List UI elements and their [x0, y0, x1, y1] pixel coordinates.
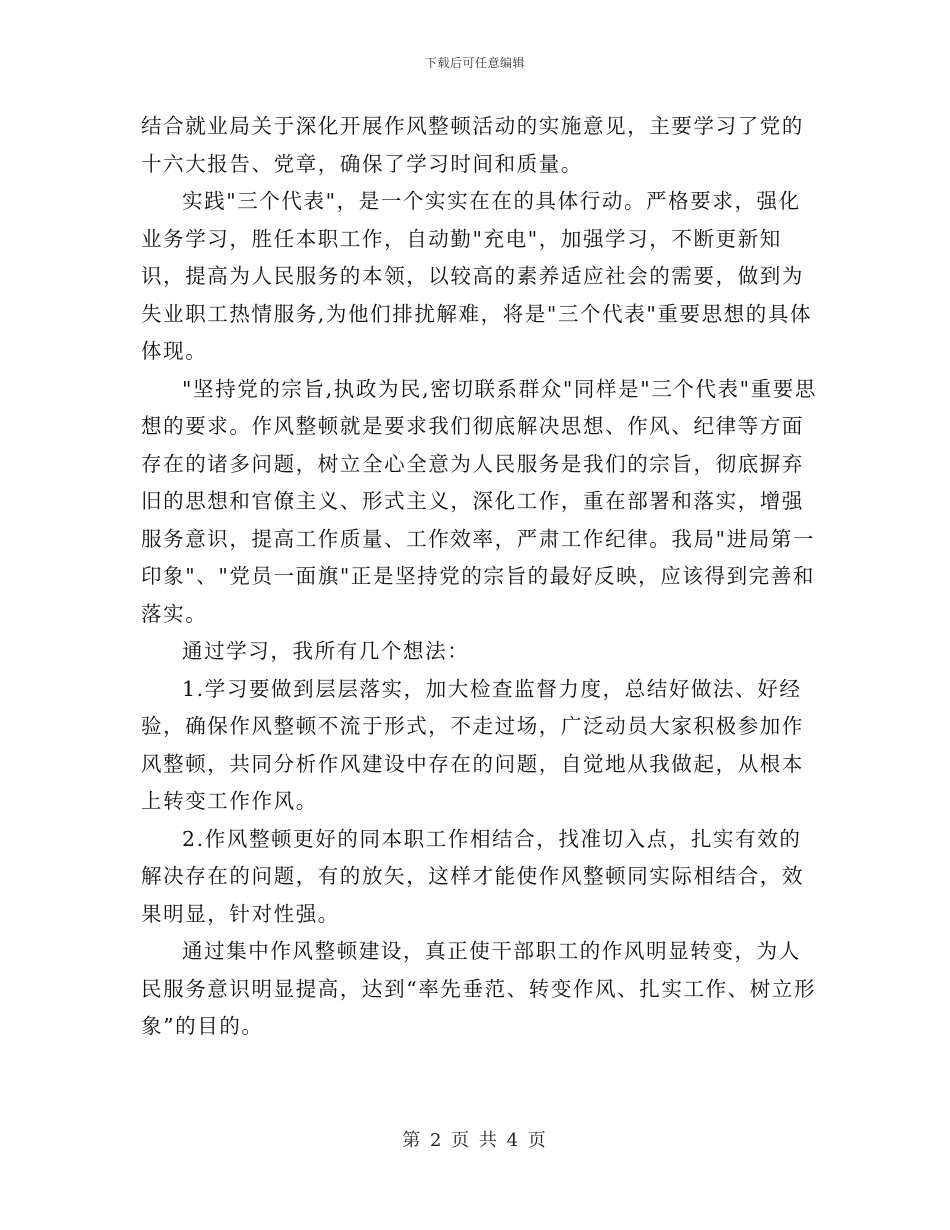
page-header: 下载后可任意编辑: [424, 56, 525, 70]
paragraph-1: 结合就业局关于深化开展作风整顿活动的实施意见，主要学习了党的十六大报告、党章，确保了学习时间和质量。: [141, 114, 804, 176]
document-body: [141, 108, 821, 1046]
paragraph-5: 1.学习要做到层层落实，加大检查监督力度，总结好做法、好经验，确保作风整顿不流于形式，不走过场，广泛动员大家积极参加作风整顿，共同分析作风建设中存在的问题，自觉地从我做起，从根本上转变工作作风。: [141, 676, 804, 813]
paragraph-3: "坚持党的宗旨,执政为民,密切联系群众"同样是"三个代表"重要思想的要求。作风整顿就是要求我们彻底解决思想、作风、纪律等方面存在的诸多问题，树立全心全意为人民服务是我们的宗旨，彻底摒弃旧的思想和官僚主义、形式主义，深化工作，重在部署和落实，增强服务意识，提高工作质量、工作效率，严肃工作纪律。我局"进局第一印象"、"党员一面旗"正是坚持党的宗旨的最好反映，应该得到完善和落实。: [141, 376, 817, 626]
page-number-footer: 第 2 页 共 4 页: [402, 1130, 548, 1151]
paragraph-6: 2.作风整顿更好的同本职工作相结合，找准切入点，扎实有效的解决存在的问题，有的放矢，这样才能使作风整顿同实际相结合，效果明显，针对性强。: [141, 826, 804, 926]
paragraph-2: 实践"三个代表"，是一个实实在在的具体行动。严格要求，强化业务学习，胜任本职工作，自动勤"充电"，加强学习，不断更新知识，提高为人民服务的本领，以较高的素养适应社会的需要，做到为失业职工热情服务,为他们排扰解难，将是"三个代表"重要思想的具体体现。: [141, 189, 813, 363]
paragraph-7: 通过集中作风整顿建设，真正使干部职工的作风明显转变，为人民服务意识明显提高，达到“率先垂范、转变作风、扎实工作、树立形象”的目的。: [141, 939, 817, 1038]
paragraph-4: 通过学习，我所有几个想法：: [182, 639, 470, 663]
